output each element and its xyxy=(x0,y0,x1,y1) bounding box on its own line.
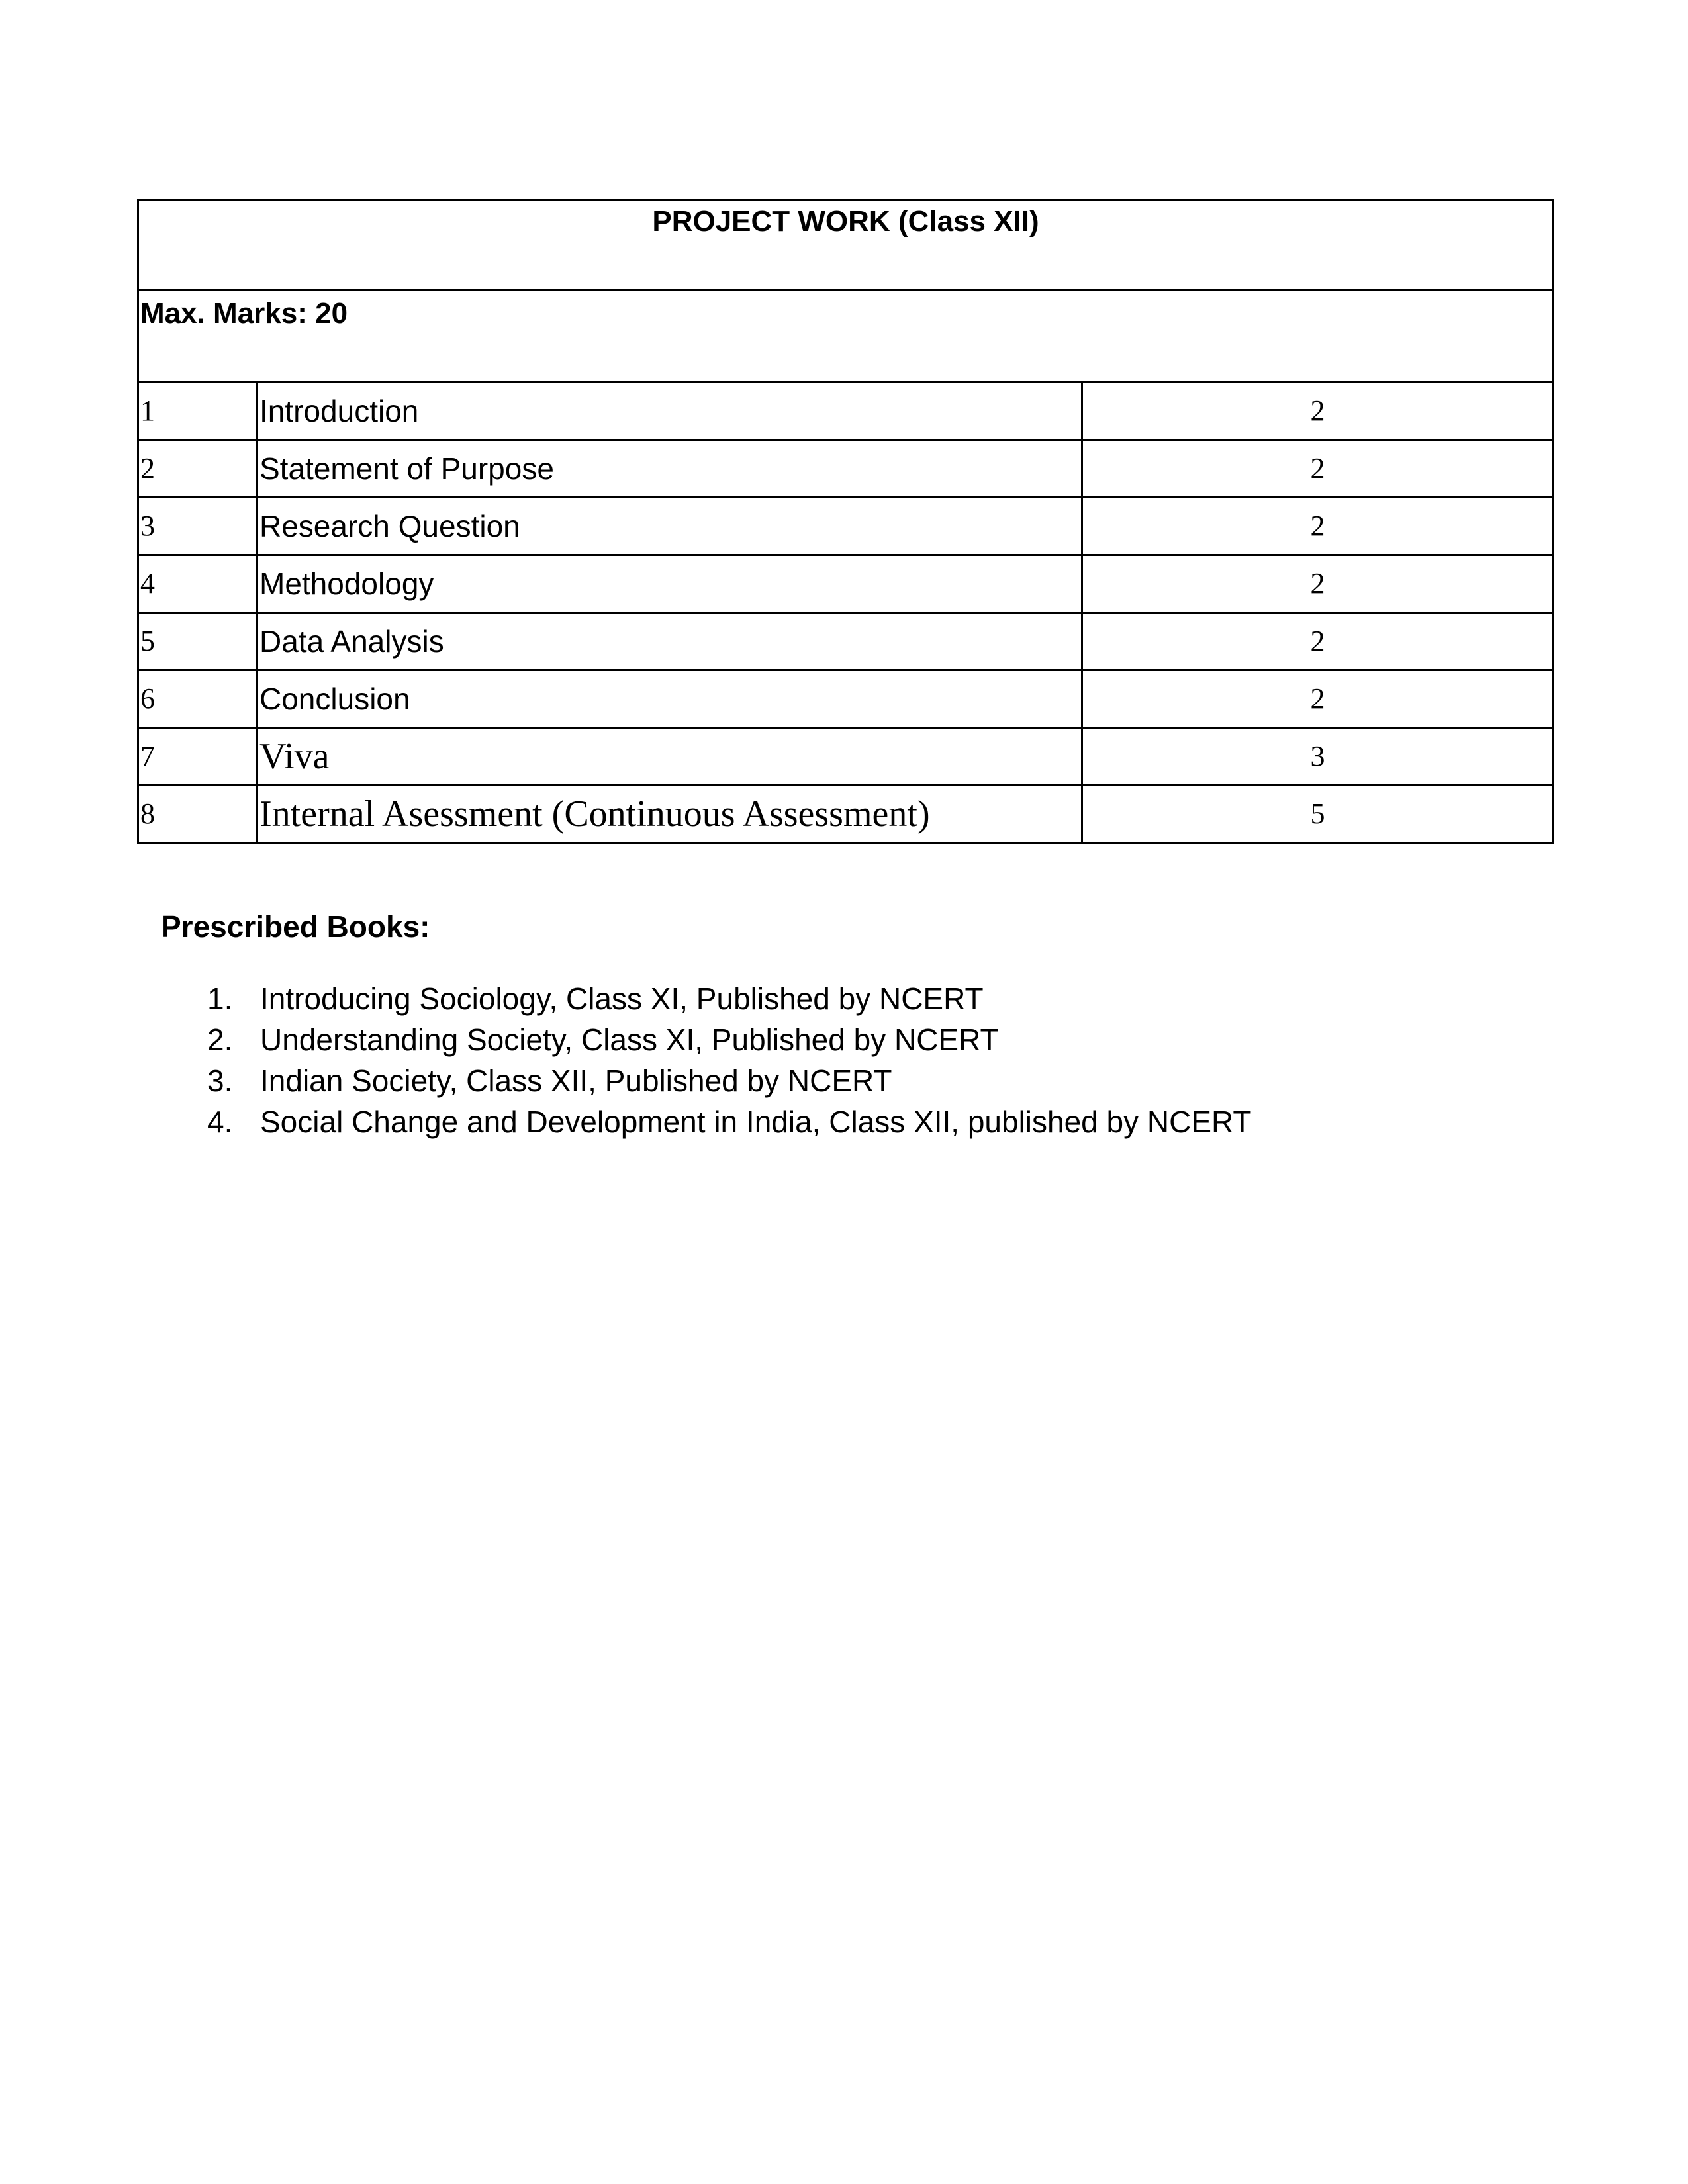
max-marks-row xyxy=(138,291,1554,383)
row-number: 2 xyxy=(138,440,258,498)
row-number: 8 xyxy=(138,786,258,843)
row-label: Methodology xyxy=(258,555,1082,613)
table-title-row xyxy=(138,200,1554,291)
table-row xyxy=(138,670,1554,728)
table-row xyxy=(138,555,1554,613)
row-marks: 2 xyxy=(1082,498,1554,555)
row-label: Research Question xyxy=(258,498,1082,555)
list-item-index: 1. xyxy=(207,981,233,1016)
row-marks: 2 xyxy=(1082,613,1554,670)
list-item-text: Introducing Sociology, Class XI, Published by NCERT xyxy=(260,981,984,1016)
list-item-text: Indian Society, Class XII, Published by NCERT xyxy=(260,1064,892,1098)
row-marks: 3 xyxy=(1082,728,1554,786)
list-item xyxy=(161,978,1551,1019)
table-row xyxy=(138,498,1554,555)
row-label: Introduction xyxy=(258,383,1082,440)
max-marks: Max. Marks: 20 xyxy=(138,291,1554,383)
row-marks: 2 xyxy=(1082,670,1554,728)
list-item-index: 2. xyxy=(207,1023,233,1057)
list-item-index: 3. xyxy=(207,1064,233,1098)
row-label: Viva xyxy=(258,728,1082,786)
project-work-table xyxy=(137,199,1554,844)
table-row xyxy=(138,786,1554,843)
row-label: Data Analysis xyxy=(258,613,1082,670)
list-item xyxy=(161,1101,1551,1142)
books-heading: Prescribed Books: xyxy=(161,909,430,944)
row-number: 1 xyxy=(138,383,258,440)
list-item-index: 4. xyxy=(207,1105,233,1139)
row-marks: 2 xyxy=(1082,383,1554,440)
list-item-text: Social Change and Development in India, Class XII, published by NCERT xyxy=(260,1105,1252,1139)
row-marks: 2 xyxy=(1082,555,1554,613)
row-label: Internal Asessment (Continuous Assessment) xyxy=(258,786,1082,843)
table-row xyxy=(138,613,1554,670)
table-row xyxy=(138,440,1554,498)
row-number: 5 xyxy=(138,613,258,670)
row-number: 7 xyxy=(138,728,258,786)
row-number: 6 xyxy=(138,670,258,728)
table-row xyxy=(138,383,1554,440)
prescribed-books-section xyxy=(161,907,1551,1142)
list-item-text: Understanding Society, Class XI, Published by NCERT xyxy=(260,1023,999,1057)
table-title: PROJECT WORK (Class XII) xyxy=(138,200,1554,291)
row-label: Conclusion xyxy=(258,670,1082,728)
table-row xyxy=(138,728,1554,786)
row-marks: 2 xyxy=(1082,440,1554,498)
list-item xyxy=(161,1019,1551,1060)
books-list xyxy=(161,978,1551,1142)
row-marks: 5 xyxy=(1082,786,1554,843)
row-number: 4 xyxy=(138,555,258,613)
row-label: Statement of Purpose xyxy=(258,440,1082,498)
row-number: 3 xyxy=(138,498,258,555)
list-item xyxy=(161,1060,1551,1101)
